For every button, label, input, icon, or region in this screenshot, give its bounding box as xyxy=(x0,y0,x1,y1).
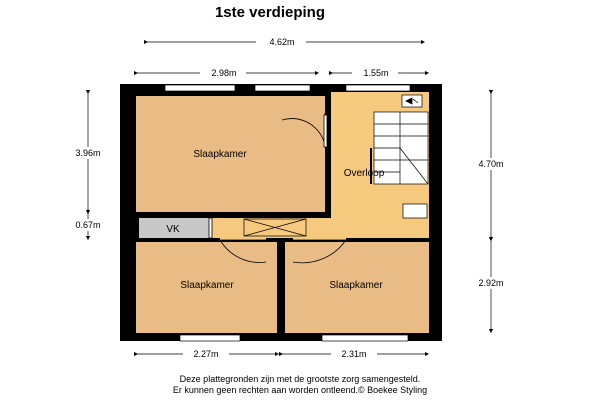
window-bottom-right xyxy=(322,335,408,341)
door-leaf-storage xyxy=(209,218,212,238)
dim-right-height-upper: 4.70m xyxy=(478,159,504,169)
dim-left-height-lower: 0.67m xyxy=(75,220,101,230)
dim-bottom-right-width: 2.31m xyxy=(341,349,367,359)
room-hall-strip xyxy=(212,218,332,240)
label-bedroom-bottom-left: Slaapkamer xyxy=(180,280,234,291)
window-top-middle xyxy=(255,85,310,91)
label-bedroom-bottom-right: Slaapkamer xyxy=(329,280,383,291)
dim-top-right-width: 1.55m xyxy=(363,68,389,78)
dim-left-height-upper: 3.96m xyxy=(75,148,101,158)
landing-cabinet xyxy=(403,204,427,218)
dim-top-left-width: 2.98m xyxy=(211,68,237,78)
label-bedroom-main: Slaapkamer xyxy=(193,149,247,160)
floor-title: 1ste verdieping xyxy=(214,4,326,21)
label-landing: Overloop xyxy=(343,168,385,179)
label-storage: VK xyxy=(166,224,180,235)
disclaimer-line-2: Er kunnen geen rechten aan worden ontleend.© Boekee Styling xyxy=(172,385,428,395)
disclaimer-line-1: Deze plattegronden zijn met de grootste zorg samengesteld. xyxy=(179,374,421,384)
door-leaf-bedroom-main xyxy=(324,115,327,147)
dim-bottom-left-width: 2.27m xyxy=(193,349,219,359)
dim-right-height-lower: 2.92m xyxy=(478,278,504,288)
window-bottom-left xyxy=(180,335,240,341)
storage-post xyxy=(133,218,139,238)
window-top-left xyxy=(165,85,235,91)
window-top-right xyxy=(346,85,410,91)
dim-total-width: 4.62m xyxy=(269,37,295,47)
disclaimer xyxy=(100,374,500,396)
